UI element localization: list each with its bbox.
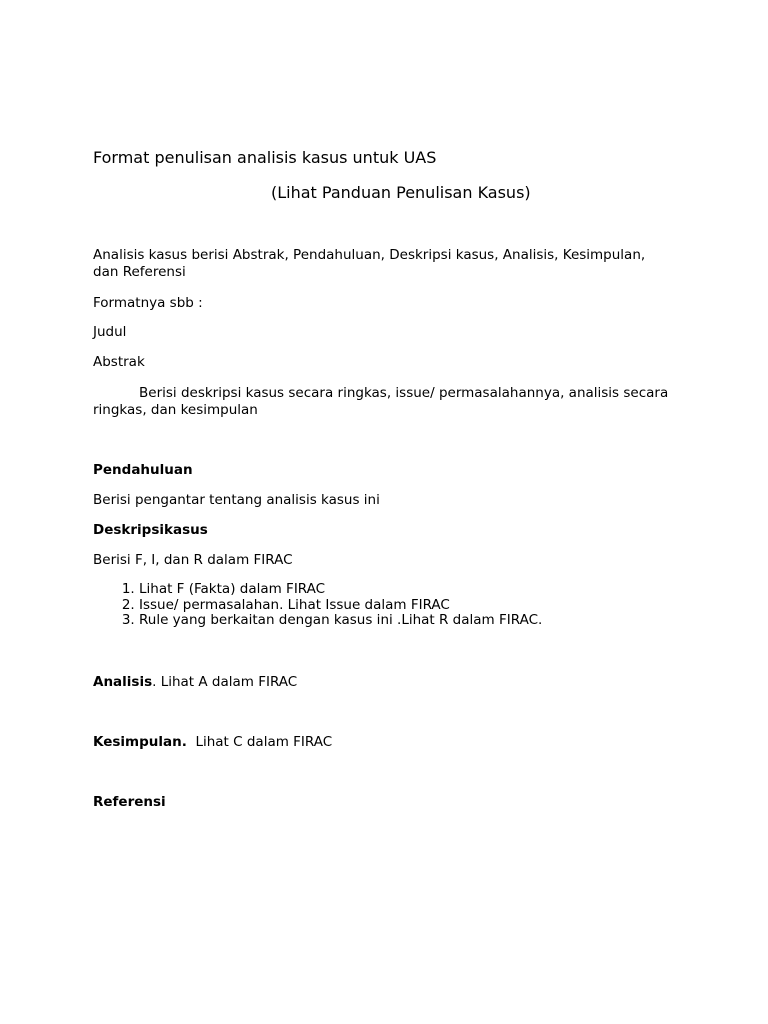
analisis-heading: Analisis xyxy=(93,674,153,690)
pendahuluan-heading: Pendahuluan xyxy=(93,462,193,478)
intro-paragraph: Analisis kasus berisi Abstrak, Pendahuluan, Deskripsi kasus, Analisis, Kesimpulan, dan Referensi xyxy=(93,247,646,280)
kesimpulan-body: Lihat C dalam FIRAC xyxy=(186,734,333,750)
referensi-heading: Referensi xyxy=(93,794,166,810)
list-item: 3. Rule yang berkaitan dengan kasus ini .Lihat R dalam FIRAC. xyxy=(139,613,699,629)
document-subtitle: (Lihat Panduan Penulisan Kasus) xyxy=(271,183,531,202)
format-label: Formatnya sbb : xyxy=(93,295,203,311)
deskripsi-list xyxy=(93,582,699,629)
judul-label: Judul xyxy=(93,324,127,340)
pendahuluan-body: Berisi pengantar tentang analisis kasus ini xyxy=(93,492,380,508)
list-item: 2. Issue/ permasalahan. Lihat Issue dalam FIRAC xyxy=(139,598,699,614)
kesimpulan-line xyxy=(93,734,332,751)
analisis-line xyxy=(93,674,297,691)
abstrak-body: Berisi deskripsi kasus secara ringkas, issue/ permasalahannya, analisis secara ringkas, dan kesimpulan xyxy=(93,385,669,418)
deskripsi-body: Berisi F, I, dan R dalam FIRAC xyxy=(93,552,293,568)
abstrak-heading: Abstrak xyxy=(93,354,145,370)
document-title: Format penulisan analisis kasus untuk UAS xyxy=(93,148,437,167)
deskripsi-heading: Deskripsikasus xyxy=(93,522,208,538)
analisis-body: . Lihat A dalam FIRAC xyxy=(152,674,298,690)
kesimpulan-heading: Kesimpulan. xyxy=(93,734,187,750)
list-item: 1. Lihat F (Fakta) dalam FIRAC xyxy=(139,582,699,598)
